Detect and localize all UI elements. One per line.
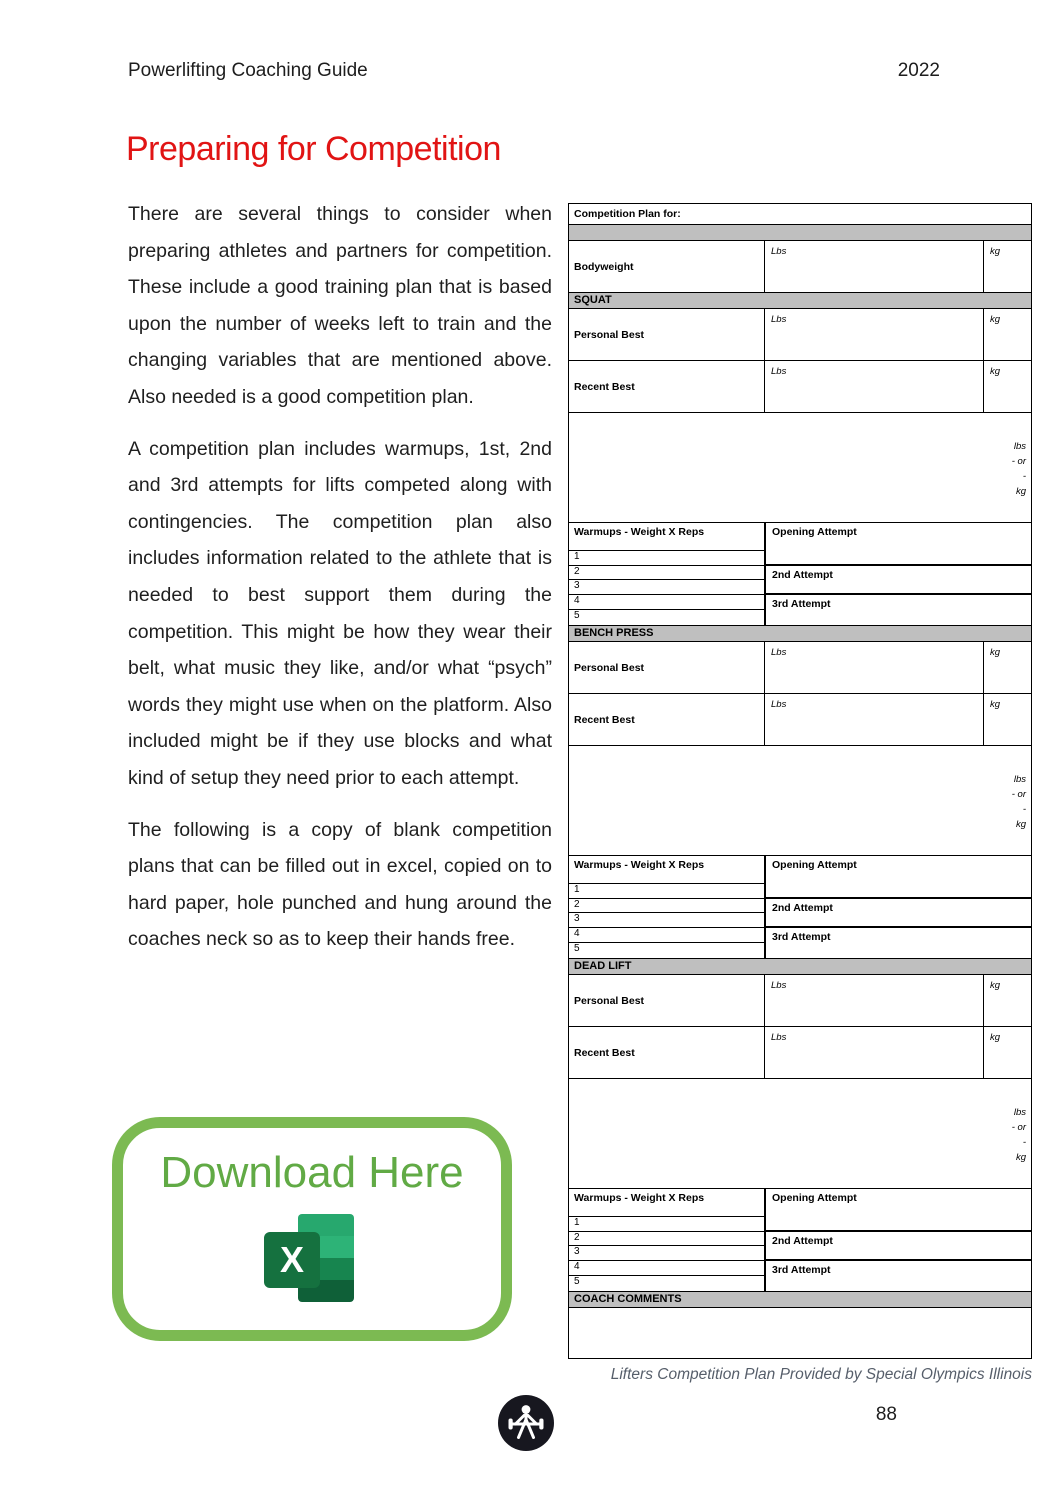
second-attempt-box: 2nd Attempt (766, 566, 1031, 596)
page-title: Preparing for Competition (126, 130, 501, 168)
lbs-cell: Lbs (765, 309, 984, 360)
warmup-row-2: 2 (569, 1232, 764, 1247)
warmup-row-4: 4 (569, 595, 764, 610)
warmups-header: Warmups - Weight X Reps (569, 1189, 764, 1217)
third-attempt-box: 3rd Attempt (772, 1264, 831, 1277)
warmup-row-2: 2 (569, 566, 764, 581)
third-attempt-box: 3rd Attempt (772, 598, 831, 611)
lbs-cell: Lbs (765, 975, 984, 1026)
second-attempt-box: 2nd Attempt (766, 899, 1031, 929)
lbs-cell: Lbs (765, 1027, 984, 1078)
squat-notes-box (569, 413, 1031, 523)
lbs-cell: Lbs (765, 361, 984, 412)
recent-best-label: Recent Best (569, 361, 765, 412)
deadlift-notes-box (569, 1079, 1031, 1189)
warmups-header: Warmups - Weight X Reps (569, 523, 764, 551)
unit-stack: lbs - or - kg (1011, 774, 1026, 830)
section-header-bench-press: BENCH PRESS (569, 626, 1031, 642)
bench-warmups-block (569, 856, 1031, 959)
excel-x-letter: X (264, 1232, 320, 1288)
deadlift-warmups-block (569, 1189, 1031, 1292)
document-title: Powerlifting Coaching Guide (128, 60, 368, 81)
opening-attempt-box: Opening Attempt (766, 856, 1031, 899)
squat-personal-best-row (569, 309, 1031, 361)
powerlifter-icon (497, 1394, 555, 1452)
form-caption: Lifters Competition Plan Provided by Special Olympics Illinois (610, 1366, 1032, 1383)
kg-cell: kg (990, 366, 1001, 377)
warmup-row-3: 3 (569, 1246, 764, 1261)
warmup-row-4: 4 (569, 928, 764, 943)
warmup-row-1: 1 (569, 1217, 764, 1232)
lbs-cell: Lbs (765, 694, 984, 745)
bench-recent-best-row (569, 694, 1031, 746)
personal-best-label: Personal Best (569, 642, 765, 693)
kg-cell: kg (990, 314, 1001, 325)
kg-cell: kg (990, 699, 1001, 710)
coach-comments-box (569, 1308, 1031, 1358)
form-title: Competition Plan for: (569, 204, 1031, 225)
bench-personal-best-row (569, 642, 1031, 694)
recent-best-label: Recent Best (569, 694, 765, 745)
personal-best-label: Personal Best (569, 309, 765, 360)
unit-stack: lbs - or - kg (1011, 441, 1026, 497)
lbs-cell: Lbs (765, 642, 984, 693)
deadlift-personal-best-row (569, 975, 1031, 1027)
opening-attempt-box: Opening Attempt (766, 523, 1031, 566)
bench-notes-box (569, 746, 1031, 856)
form-gray-bar (569, 225, 1031, 241)
section-header-dead-lift: DEAD LIFT (569, 959, 1031, 975)
document-year: 2022 (897, 60, 940, 81)
warmup-row-5: 5 (574, 610, 580, 622)
deadlift-recent-best-row (569, 1027, 1031, 1079)
warmup-row-5: 5 (574, 943, 580, 955)
kg-cell: kg (990, 980, 1001, 991)
excel-icon (264, 1212, 360, 1306)
competition-plan-form (568, 203, 1032, 1359)
warmup-row-1: 1 (569, 884, 764, 899)
page-number: 88 (875, 1404, 897, 1425)
bodyweight-row (569, 241, 1031, 293)
kg-cell: kg (990, 1032, 1001, 1043)
warmup-row-2: 2 (569, 899, 764, 914)
squat-recent-best-row (569, 361, 1031, 413)
paragraph-3: The following is a copy of blank competition plans that can be filled out in excel, copied on to hard paper, hole punched and hung around the coaches neck so as to keep their hands free. (128, 818, 552, 951)
opening-attempt-box: Opening Attempt (766, 1189, 1031, 1232)
coach-comments-header: COACH COMMENTS (569, 1292, 1031, 1308)
second-attempt-box: 2nd Attempt (766, 1232, 1031, 1262)
warmup-row-4: 4 (569, 1261, 764, 1276)
article-text (128, 196, 552, 973)
warmup-row-3: 3 (569, 913, 764, 928)
warmup-row-3: 3 (569, 580, 764, 595)
bodyweight-label: Bodyweight (569, 241, 765, 292)
kg-cell: kg (990, 647, 1001, 658)
squat-warmups-block (569, 523, 1031, 626)
warmups-header: Warmups - Weight X Reps (569, 856, 764, 884)
download-here-label: Download Here (160, 1148, 464, 1197)
personal-best-label: Personal Best (569, 975, 765, 1026)
recent-best-label: Recent Best (569, 1027, 765, 1078)
bodyweight-kg-cell: kg (990, 246, 1001, 257)
warmup-row-5: 5 (574, 1276, 580, 1288)
warmup-row-1: 1 (569, 551, 764, 566)
paragraph-1: There are several things to consider when preparing athletes and partners for competition. These include a good training plan that is based upon the number of weeks left to train and the changing variables that are mentioned above. Also needed is a good competition plan. (128, 203, 552, 408)
paragraph-2: A competition plan includes warmups, 1st, 2nd and 3rd attempts for lifts competed along with contingencies. The competition plan also includes information related to the athlete that is needed to best support them during the competition. This might be how they wear their belt, what music they like, and/or what “psych” words they might use when on the platform. Also included might be if they use blocks and what kind of setup they need prior to each attempt. (128, 437, 552, 789)
section-header-squat: SQUAT (569, 293, 1031, 309)
download-here-button[interactable] (112, 1117, 512, 1341)
unit-stack: lbs - or - kg (1011, 1107, 1026, 1163)
bodyweight-lbs-cell: Lbs (765, 241, 984, 292)
third-attempt-box: 3rd Attempt (772, 931, 831, 944)
